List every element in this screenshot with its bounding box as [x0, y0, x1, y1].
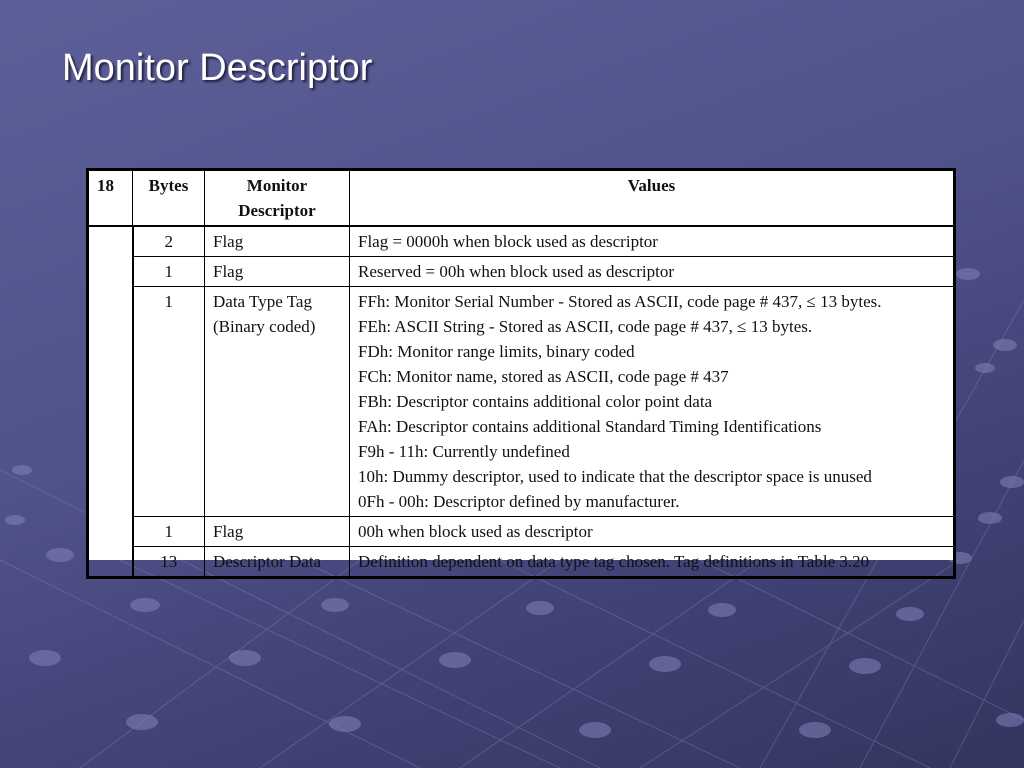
slide-title: Monitor Descriptor: [62, 47, 373, 89]
header-field-line2: Descriptor: [238, 201, 316, 220]
row-field: Flag: [205, 257, 350, 287]
row-field: Flag: [205, 517, 350, 547]
value-line: FFh: Monitor Serial Number - Stored as ASCII, code page # 437, ≤ 13 bytes.: [358, 292, 882, 311]
row-values: Flag = 0000h when block used as descriptor: [350, 226, 955, 257]
header-field-line1: Monitor: [246, 176, 308, 195]
table-row: [88, 257, 955, 287]
descriptor-table: [86, 168, 956, 579]
table-row: [88, 287, 955, 517]
size-spanning-cell: [88, 226, 133, 578]
value-line: FAh: Descriptor contains additional Standard Timing Identifications: [358, 417, 822, 436]
row-field-sub: (Binary coded): [213, 317, 316, 336]
table-row: [88, 226, 955, 257]
table-row: [88, 517, 955, 547]
row-bytes: 2: [133, 226, 205, 257]
row-bytes: 1: [133, 257, 205, 287]
header-values: Values: [350, 170, 955, 227]
value-line: F9h - 11h: Currently undefined: [358, 442, 570, 461]
value-line: FEh: ASCII String - Stored as ASCII, code page # 437, ≤ 13 bytes.: [358, 317, 813, 336]
row-values: Reserved = 00h when block used as descriptor: [350, 257, 955, 287]
row-field: Descriptor Data: [205, 547, 350, 578]
row-field-main: Data Type Tag: [213, 292, 312, 311]
monitor-descriptor-table: [86, 168, 956, 571]
row-values: Definition dependent on data type tag chosen. Tag definitions in Table 3.20: [350, 547, 955, 578]
header-field: [205, 170, 350, 227]
row-bytes: 1: [133, 287, 205, 517]
value-line: FBh: Descriptor contains additional color point data: [358, 392, 713, 411]
table-header-row: [88, 170, 955, 227]
table-row: [88, 547, 955, 578]
row-values: 00h when block used as descriptor: [350, 517, 955, 547]
value-line: FDh: Monitor range limits, binary coded: [358, 342, 635, 361]
value-line: 10h: Dummy descriptor, used to indicate that the descriptor space is unused: [358, 467, 872, 486]
header-size: 18: [88, 170, 133, 227]
value-line: 0Fh - 00h: Descriptor defined by manufacturer.: [358, 492, 680, 511]
row-field: [205, 287, 350, 517]
row-bytes: 13: [133, 547, 205, 578]
header-bytes: Bytes: [133, 170, 205, 227]
row-values: [350, 287, 955, 517]
row-field: Flag: [205, 226, 350, 257]
value-line: FCh: Monitor name, stored as ASCII, code page # 437: [358, 367, 729, 386]
row-bytes: 1: [133, 517, 205, 547]
